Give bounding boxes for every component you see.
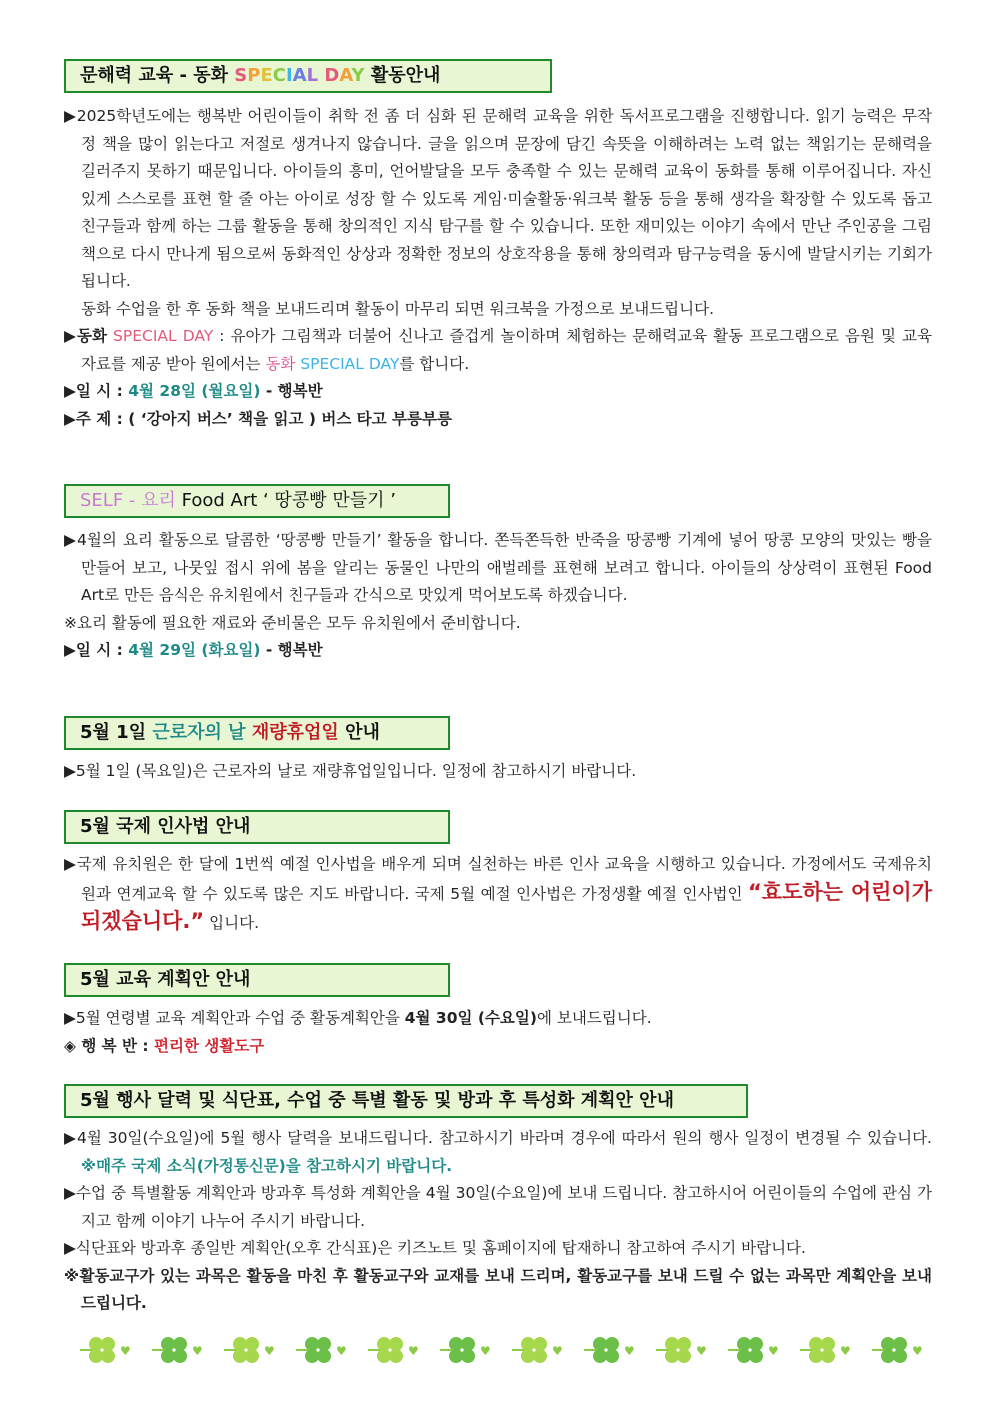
clover-icon	[368, 1337, 419, 1363]
special-day-letter: I	[285, 65, 293, 86]
svg-text:♥: ♥	[264, 1344, 275, 1358]
special-day-letter: D	[324, 65, 340, 86]
special-day-desc: ▶동화 SPECIAL DAY : 유아가 그림책과 더불어 신나고 즐겁게 놀이하며 체험하는 문해력교육 활동 프로그램으로 음원 및 교육 자료를 제공 받아 원에서는 동화 SPECIAL DAY를 합니다.	[64, 327, 932, 373]
special-day-letter: Y	[351, 65, 365, 86]
clover-border-decoration	[60, 1328, 940, 1372]
literacy-date: ▶일 시 : 4월 28일 (월요일) - 행복반	[64, 382, 323, 400]
svg-text:♥: ♥	[768, 1344, 779, 1358]
svg-text:♥: ♥	[336, 1344, 347, 1358]
section-header-calendar: 5월 행사 달력 및 식단표, 수업 중 특별 활동 및 방과 후 특성화 계획안 안내	[64, 1084, 748, 1118]
svg-text:♥: ♥	[480, 1344, 491, 1358]
clover-icon	[800, 1337, 851, 1363]
literacy-intro: ▶2025학년도에는 행복반 어린이들이 취학 전 좀 더 심화 된 문해력 교육을 위한 독서프로그램을 진행합니다. 읽기 능력은 무작정 책을 많이 읽는다고 저절로 생겨나지 않습니다. 글을 읽으며 문장에 담긴 속뜻을 이해하려는 노력 없는 책읽기는 문해력을 길러주지 못하기 때문입니다. 아이들의 흥미, 언어발달을 모두 충족할 수 있는 문해력 교육이 동화를 통해 이루어집니다. 자신 있게 스스로를 표현 할 줄 아는 아이로 성장 할 수 있도록 게임·미술활동·워크북 활동 등을 통해 생각을 확장할 수 있도록 돕고 친구들과 함께 하는 그룹 활동을 통해 창의적인 지식 탐구를 할 수 있습니다. 또한 재미있는 이야기 속에서 만난 주인공을 그림책으로 다시 만나게 됨으로써 동화적인 상상과 정확한 정보의 상호작용을 통해 창의력과 탐구능력을 동시에 발달시키는 기회가 됩니다. 동화 수업을 한 후 동화 책을 보내드리며 활동이 마무리 되면 워크북을 가정으로 보내드립니다. ▶동화 SPECIAL DAY : 유아가 그림책과 더불어 신나고 즐겁게 놀이하며 체험하는 문해력교육 활동 프로그램으로 음원 및 교육 자료를 제공 받아 원에서는 동화 SPECIAL DAY를 합니다. ▶일 시 : 4월 28일 (월요일) - 행복반 ▶주 제 : ( ‘강아지 버스’ 책을 읽고 ) 버스 타고 부릉부릉	[64, 103, 932, 433]
special-day-letter: P	[247, 65, 261, 86]
greeting-body: ▶국제 유치원은 한 달에 1번씩 예절 인사법을 배우게 되며 실천하는 바른 인사 교육을 시행하고 있습니다. 가정에서도 국제유치원과 연계교육 할 수 있도록 많은 지도 바랍니다. 국제 5월 예절 인사법은 가정생활 예절 인사법인 “효도하는 어린이가 되겠습니다.” 입니다.	[64, 855, 933, 933]
holiday-body: ▶5월 1일 (목요일)은 근로자의 날로 재량휴업일입니다. 일정에 참고하시기 바랍니다.	[64, 762, 637, 780]
section-header-literacy: 문해력 교육 - 동화 SPECIAL DAY 활동안내	[64, 59, 552, 93]
special-day-letter: S	[234, 65, 248, 86]
svg-text:♥: ♥	[624, 1344, 635, 1358]
special-day-letter: A	[339, 65, 352, 86]
plan-body: ▶5월 연령별 교육 계획안과 수업 중 활동계획안을 4월 30일 (수요일)에 보내드립니다. ◈ 행 복 반 : 편리한 생활도구	[64, 1009, 652, 1055]
clover-icon	[512, 1337, 563, 1363]
clover-icon	[656, 1337, 707, 1363]
cooking-date: ▶일 시 : 4월 29일 (화요일) - 행복반	[64, 641, 323, 659]
clover-icon	[584, 1337, 635, 1363]
clover-icon	[872, 1337, 923, 1363]
clover-icon	[80, 1337, 131, 1363]
clover-icon	[224, 1337, 275, 1363]
literacy-theme: ▶주 제 : ( ‘강아지 버스’ 책을 읽고 ) 버스 타고 부릉부릉	[64, 409, 452, 428]
section-header-plan: 5월 교육 계획안 안내	[64, 963, 450, 997]
section-header-greeting: 5월 국제 인사법 안내	[64, 810, 450, 844]
clover-icon	[440, 1337, 491, 1363]
section-header-holiday: 5월 1일 근로자의 날 재량휴업일 안내	[64, 716, 450, 750]
svg-text:♥: ♥	[912, 1344, 923, 1358]
cooking-body: ▶4월의 요리 활동으로 달콤한 ‘땅콩빵 만들기’ 활동을 합니다. 쫀득쫀득한 반죽을 땅콩빵 기계에 넣어 땅콩 모양의 맛있는 빵을 만들어 보고, 나뭇잎 접시 위에 봄을 알리는 동물인 나만의 애벌레를 표현해 보려고 합니다. 아이들의 상상력이 표현된 Food Art로 만든 음식은 유치원에서 친구들과 간식으로 맛있게 먹어보도록 하겠습니다. ※요리 활동에 필요한 재료와 준비물은 모두 유치원에서 준비합니다. ▶일 시 : 4월 29일 (화요일) - 행복반	[64, 527, 932, 665]
special-day-rainbow	[234, 65, 364, 86]
svg-text:♥: ♥	[408, 1344, 419, 1358]
svg-text:♥: ♥	[840, 1344, 851, 1358]
clover-icon	[152, 1337, 203, 1363]
special-day-letter: C	[272, 65, 286, 86]
clover-icon	[296, 1337, 347, 1363]
clover-icon	[728, 1337, 779, 1363]
svg-text:♥: ♥	[120, 1344, 131, 1358]
svg-text:♥: ♥	[696, 1344, 707, 1358]
section-header-cooking: SELF - 요리 Food Art ‘ 땅콩빵 만들기 ’	[64, 484, 450, 518]
special-day-letter: A	[292, 65, 307, 86]
special-day-letter: L	[306, 65, 319, 86]
calendar-body: ▶4월 30일(수요일)에 5월 행사 달력을 보내드립니다. 참고하시기 바라며 경우에 따라서 원의 행사 일정이 변경될 수 있습니다. ※매주 국제 소식(가정통신문)을 참고하시기 바랍니다. ▶수업 중 특별활동 계획안과 방과후 특성화 계획안을 4월 30일(수요일)에 보내 드립니다. 참고하시어 어린이들의 수업에 관심 가지고 함께 이야기 나누어 주시기 바랍니다. ▶식단표와 방과후 종일반 계획안(오후 간식표)은 키즈노트 및 홈페이지에 탑재하니 참고하여 주시기 바랍니다. ※활동교구가 있는 과목은 활동을 마친 후 활동교구와 교재를 보내 드리며, 활동교구를 보내 드릴 수 없는 과목만 계획안을 보내 드립니다.	[64, 1129, 932, 1312]
svg-text:♥: ♥	[552, 1344, 563, 1358]
greeting-quote: “효도하는 어린이가 되겠습니다.”	[81, 879, 933, 933]
special-day-letter: E	[260, 65, 273, 86]
svg-text:♥: ♥	[192, 1344, 203, 1358]
